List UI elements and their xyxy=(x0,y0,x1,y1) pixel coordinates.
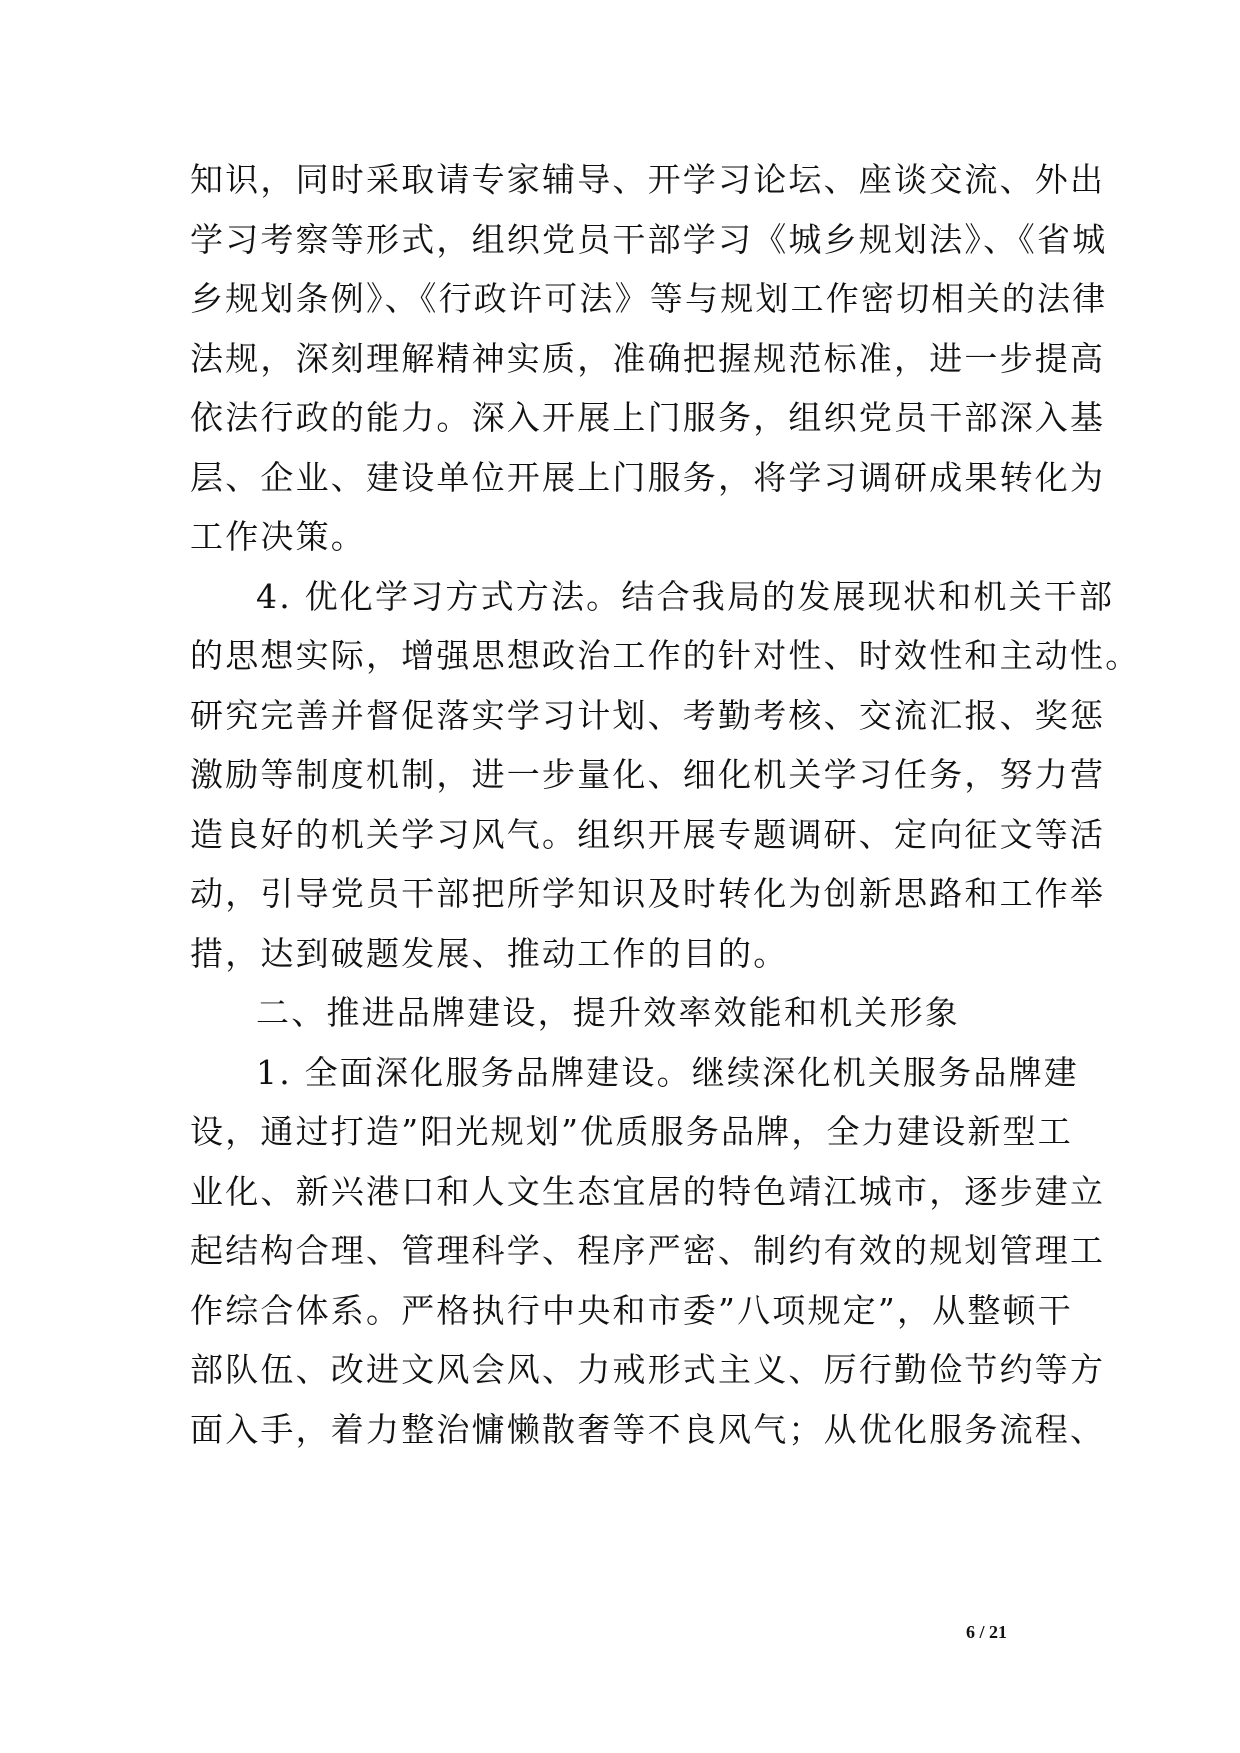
text-line: 作综合体系。严格执行中央和市委”八项规定”，从整顿干 xyxy=(190,1290,1073,1330)
text-line: 研究完善并督促落实学习计划、考勤考核、交流汇报、奖惩 xyxy=(190,695,1106,735)
text-line: 设，通过打造”阳光规划”优质服务品牌，全力建设新型工 xyxy=(190,1112,1073,1151)
text-line: 业化、新兴港口和人文生态宜居的特色靖江城市，逐步建立 xyxy=(190,1171,1106,1211)
text-line: 起结构合理、管理科学、程序严密、制约有效的规划管理工 xyxy=(190,1231,1106,1270)
text-line: 的思想实际，增强思想政治工作的针对性、时效性和主动性。 xyxy=(190,636,1141,675)
text-line: 工作决策。 xyxy=(190,517,366,556)
section-heading: 二、推进品牌建设，提升效率效能和机关形象 xyxy=(256,993,960,1032)
text-line: 造良好的机关学习风气。组织开展专题调研、定向征文等活 xyxy=(190,814,1106,854)
text-line: 措，达到破题发展、推动工作的目的。 xyxy=(190,933,789,973)
body-text xyxy=(190,150,1141,1459)
text-line: 知识，同时采取请专家辅导、开学习论坛、座谈交流、外出 xyxy=(190,160,1106,199)
text-line: 依法行政的能力。深入开展上门服务，组织党员干部深入基 xyxy=(190,398,1106,437)
text-line: 面入手，着力整治慵懒散奢等不良风气；从优化服务流程、 xyxy=(190,1409,1106,1449)
text-line: 层、企业、建设单位开展上门服务，将学习调研成果转化为 xyxy=(190,457,1106,497)
text-line: 学习考察等形式，组织党员干部学习《城乡规划法》、《省城 xyxy=(190,219,1108,259)
paragraph-start-line: 4. 优化学习方式方法。结合我局的发展现状和机关干部 xyxy=(256,576,1115,616)
paragraph-start-line: 1. 全面深化服务品牌建设。继续深化机关服务品牌建 xyxy=(256,1052,1079,1092)
text-line: 激励等制度机制，进一步量化、细化机关学习任务，努力营 xyxy=(190,755,1106,794)
text-line: 法规，深刻理解精神实质，准确把握规范标准，进一步提高 xyxy=(190,338,1106,378)
text-line: 动，引导党员干部把所学知识及时转化为创新思路和工作举 xyxy=(190,874,1106,913)
page-number: 6 / 21 xyxy=(966,1622,1008,1642)
text-line: 乡规划条例》、《行政许可法》等与规划工作密切相关的法律 xyxy=(190,279,1108,318)
text-line: 部队伍、改进文风会风、力戒形式主义、厉行勤俭节约等方 xyxy=(190,1350,1106,1389)
